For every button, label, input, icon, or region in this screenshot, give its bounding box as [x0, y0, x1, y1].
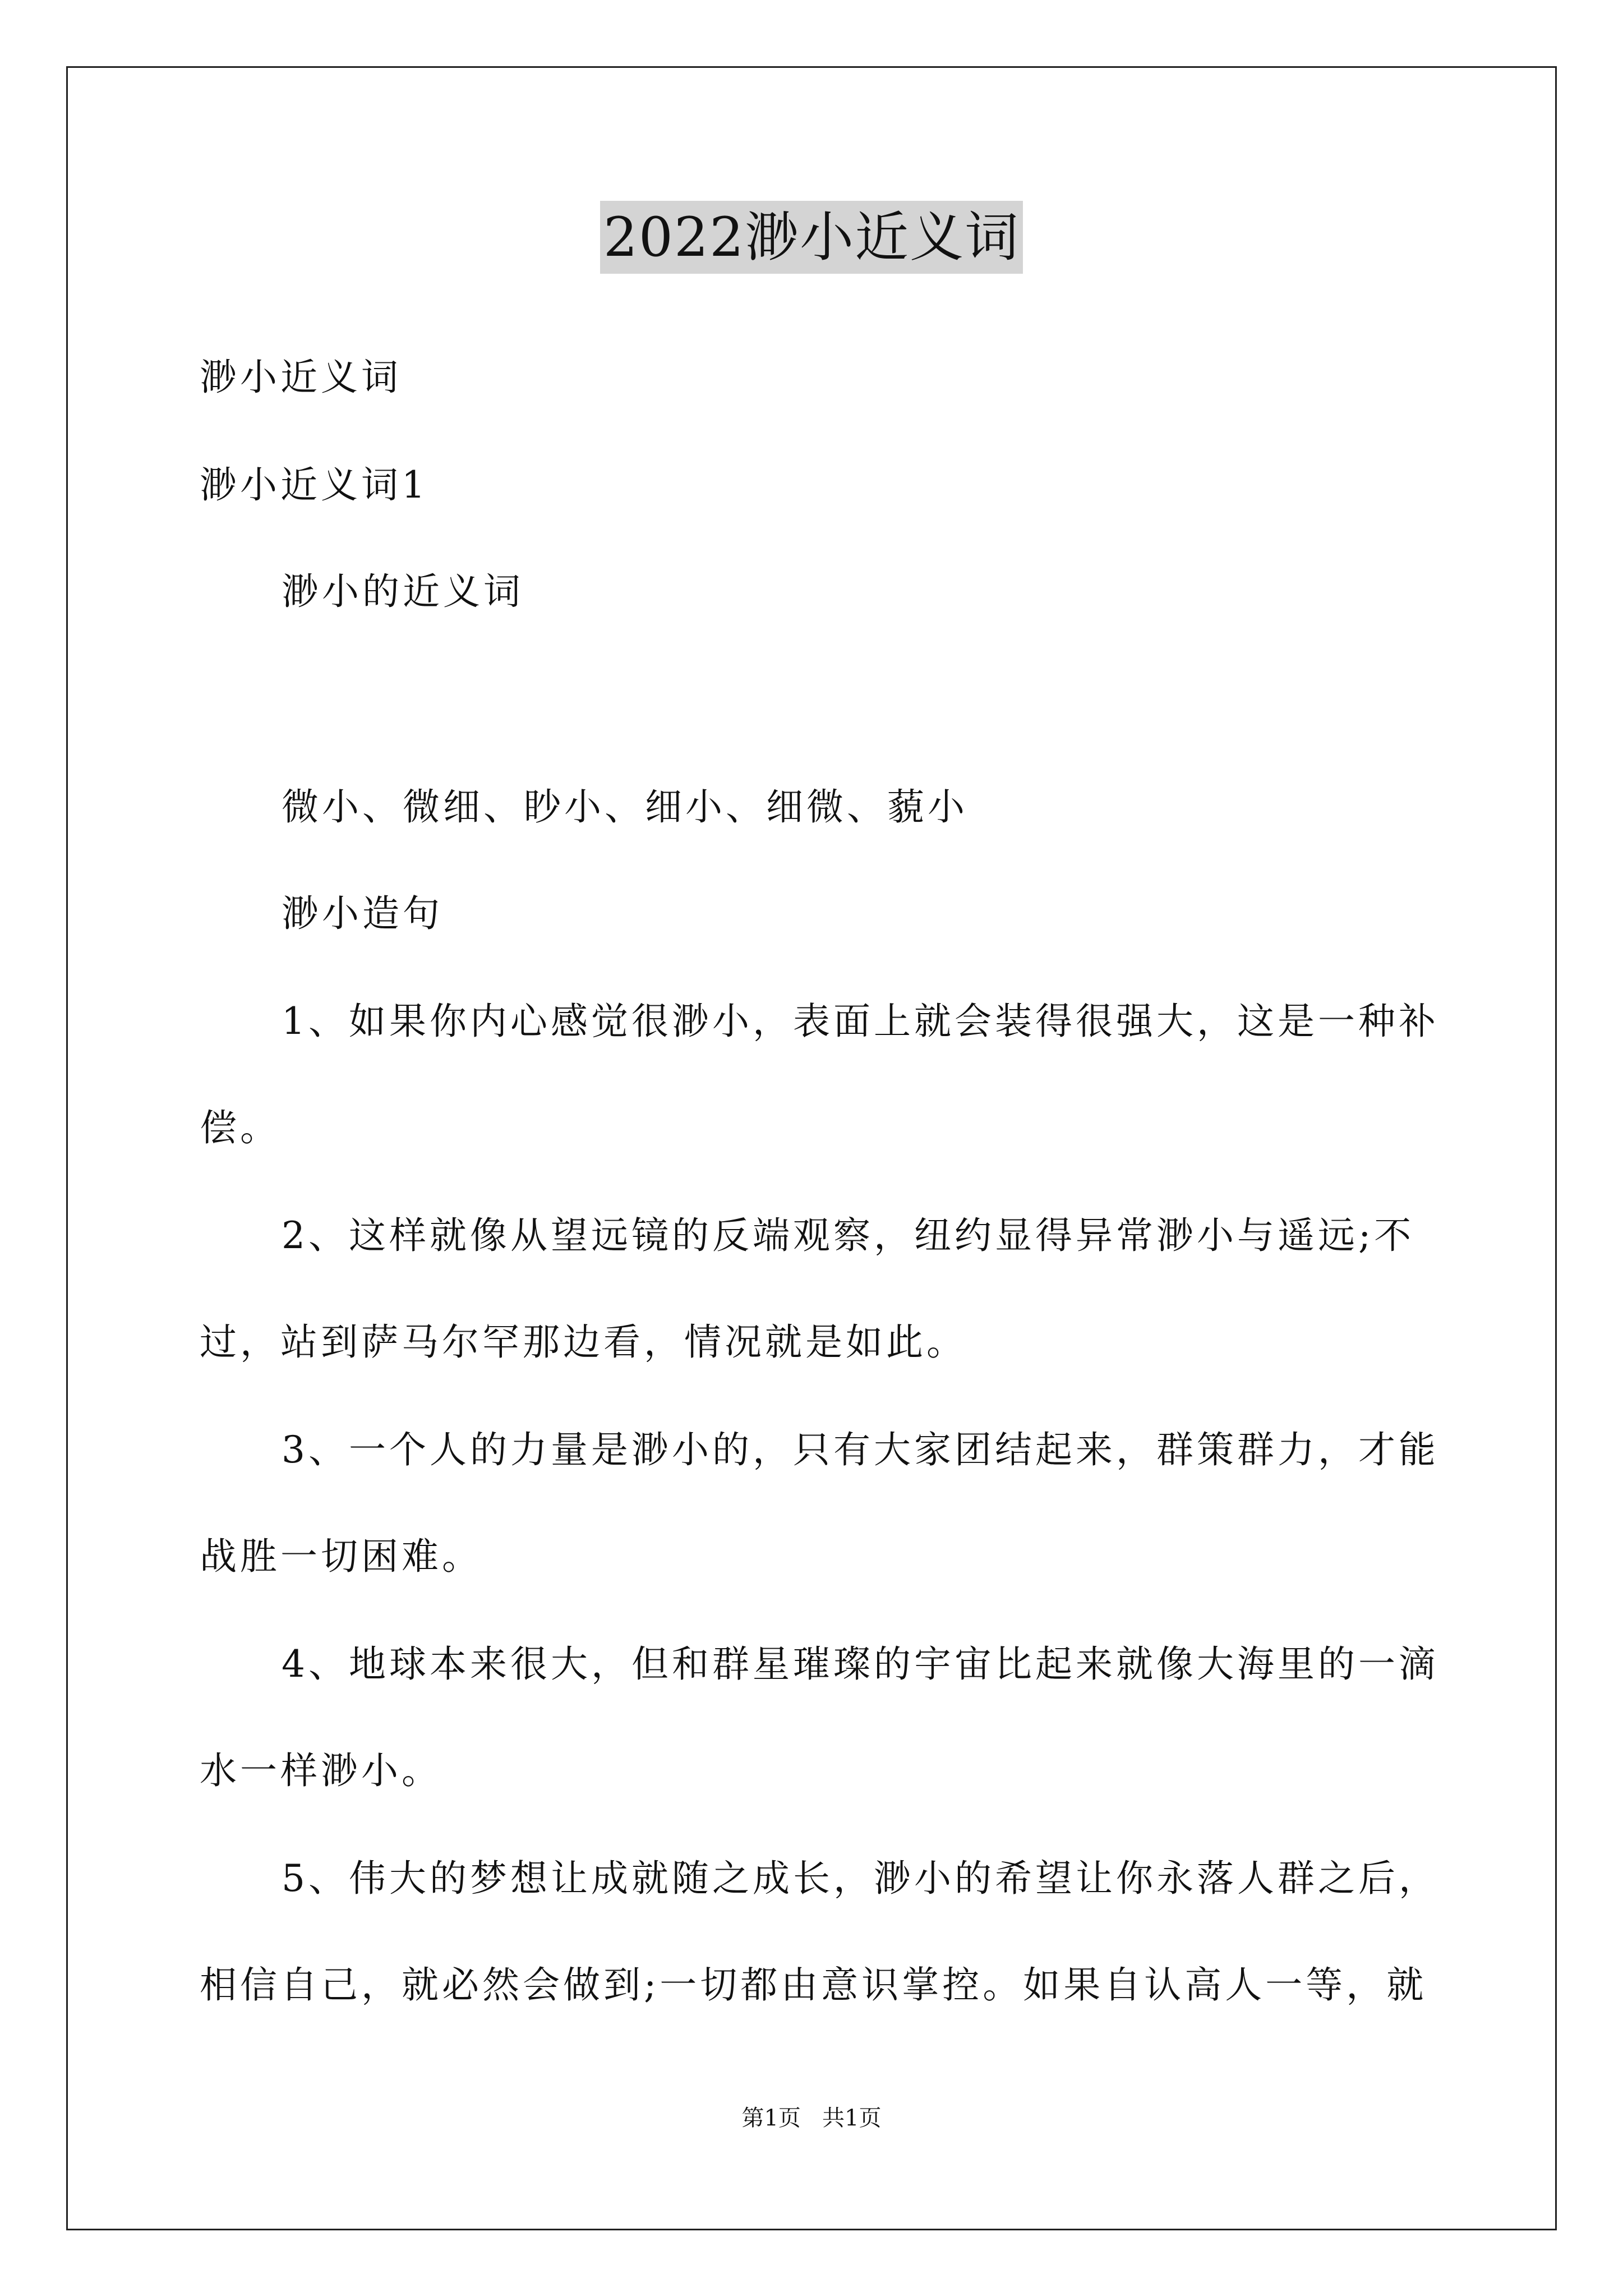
- text-line: 水一样渺小。: [200, 1749, 442, 1792]
- page-footer: 第1页 共1页: [741, 2105, 882, 2131]
- text-line: 渺小造句: [282, 892, 443, 935]
- text-line: 微小、微细、眇小、细小、细微、藐小: [282, 785, 968, 829]
- text-line: 偿。: [200, 1106, 280, 1149]
- text-line: 1、如果你内心感觉很渺小，表面上就会装得很强大，这是一种补: [282, 1000, 1439, 1043]
- text-line: 5、伟大的梦想让成就随之成长，渺小的希望让你永落人群之后，: [282, 1857, 1439, 1900]
- text-line: 过，站到萨马尔罕那边看，情况就是如此。: [200, 1320, 967, 1364]
- text-line: 4、地球本来很大，但和群星璀璨的宇宙比起来就像大海里的一滴: [282, 1642, 1439, 1686]
- text-line: 渺小近义词1: [200, 463, 428, 507]
- text-line: 渺小近义词: [200, 356, 402, 399]
- text-line: 战胜一切困难。: [200, 1535, 482, 1578]
- document-title: 2022渺小近义词: [600, 201, 1023, 274]
- title-container: [0, 201, 1623, 274]
- text-line: 相信自己，就必然会做到;一切都由意识掌控。如果自认高人一等，就: [200, 1963, 1427, 2007]
- text-line: 渺小的近义词: [282, 570, 524, 613]
- text-line: 2、这样就像从望远镜的反端观察，纽约显得异常渺小与遥远;不: [282, 1214, 1415, 1257]
- text-line: 3、一个人的力量是渺小的，只有大家团结起来，群策群力，才能: [282, 1428, 1439, 1471]
